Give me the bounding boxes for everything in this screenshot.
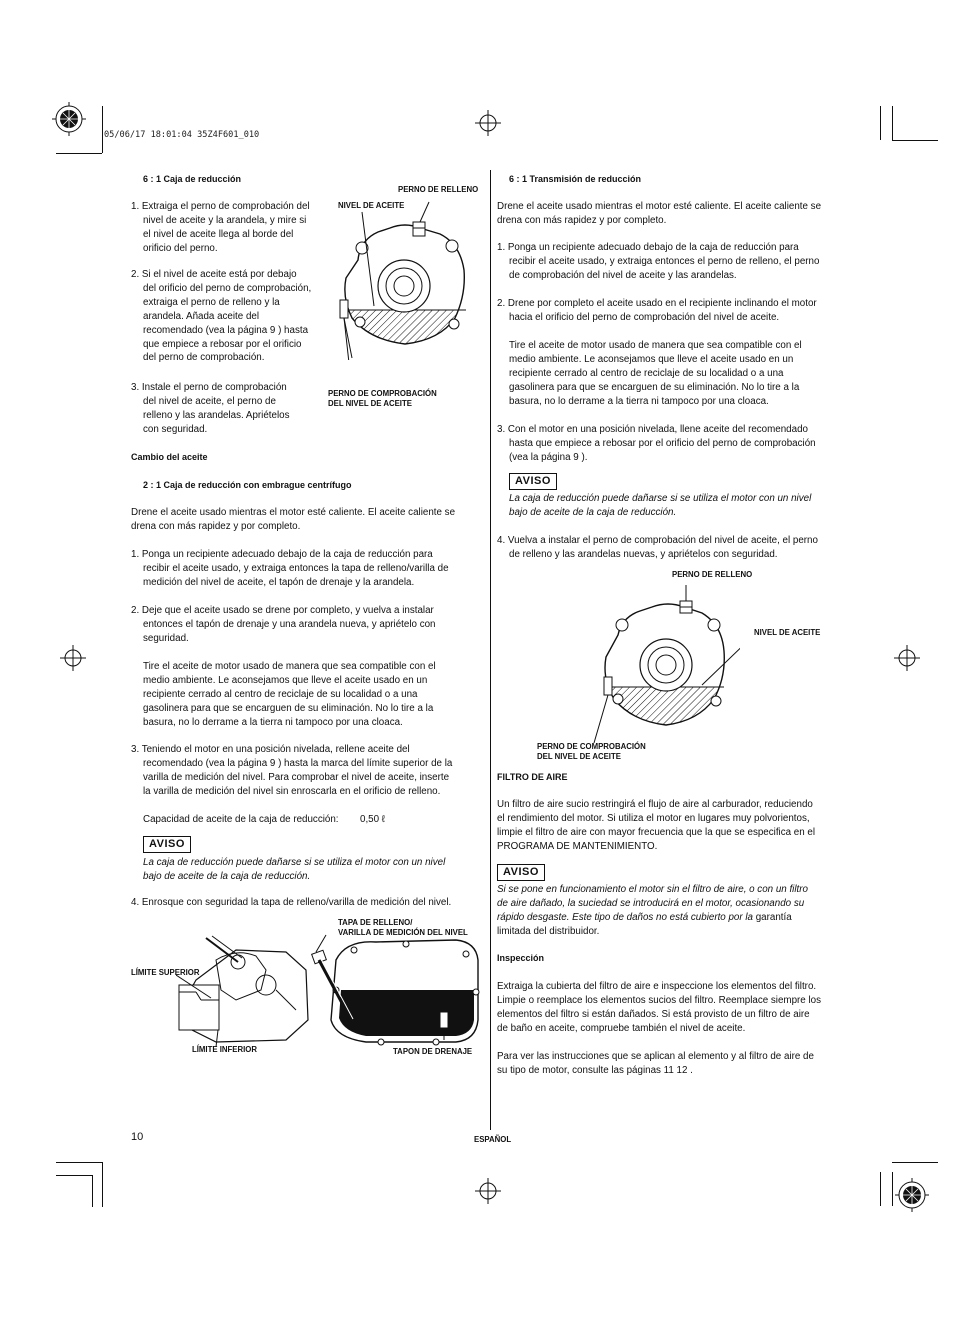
right-step-4: 4. Vuelva a instalar el perno de comprobación del nivel de aceite, el perno de relleno y las arandelas nuevas, y apriételos con seguridad. <box>497 535 818 560</box>
air-filter-intro: Un filtro de aire sucio restringirá el flujo de aire al carburador, reduciendo el rendimiento del motor. Si utiliza el motor en lugares muy polvorientos, limpie el filtro de aire con mayor frecuencia que la que se especifica en el PROGRAMA DE MANTENIMIENTO. <box>497 799 816 852</box>
section-heading-reduction-box: 6 : 1 Caja de reducción <box>143 174 242 184</box>
column-divider <box>490 170 491 1130</box>
aviso-air-filter-italic: Si se pone en funcionamiento el motor sin el filtro de aire, o con un filtro de aire dañado, la suciedad se introducirá en el motor, ocasionando su rápido desgaste. Este tipo de daños no está cubierto por la <box>497 884 808 923</box>
instructions-text: Para ver las instrucciones que se aplican al elemento y al filtro de aire de su tipo de motor, consulte las páginas 11 12 . <box>497 1051 814 1076</box>
crosshair-icon <box>475 110 501 136</box>
label-fill-bolt: PERNO DE RELLENO <box>398 185 479 194</box>
inspection-heading: Inspección <box>497 953 545 963</box>
drain-step-2: 2. Deje que el aceite usado se drene por completo, y vuelva a instalar entonces el tapón de drenaje y una arandela nueva, y apriételo con seguridad. <box>131 605 436 644</box>
language-footer: ESPAÑOL <box>474 1135 512 1144</box>
label-lower-limit: LÍMITE INFERIOR <box>192 1045 257 1054</box>
label-oil-level: NIVEL DE ACEITE <box>754 628 821 637</box>
crosshair-icon <box>60 645 86 671</box>
page-number: 10 <box>131 1131 144 1143</box>
aviso-text: La caja de reducción puede dañarse si se utiliza el motor con un nivel bajo de aceite de la caja de reducción. <box>509 493 812 518</box>
aviso-badge: AVISO <box>497 864 545 881</box>
label-check-bolt: PERNO DE COMPROBACIÓN DEL NIVEL DE ACEITE <box>328 389 437 408</box>
aviso-badge: AVISO <box>509 473 557 490</box>
label-upper-limit: LÍMITE SUPERIOR <box>131 968 200 977</box>
print-stamp: 05/06/17 18:01:04 35Z4F601_010 <box>104 130 260 140</box>
step-3-install: 3. Instale el perno de comprobación del nivel de aceite, el perno de relleno y las arandelas. Apriételos con seguridad. <box>131 382 290 435</box>
crosshair-icon <box>894 645 920 671</box>
label-oil-level: NIVEL DE ACEITE <box>338 201 405 210</box>
reduction-case-diagram <box>330 200 480 360</box>
drain-step-1: 1. Ponga un recipiente adecuado debajo de la caja de reducción para recibir el aceite usado, y extraiga entonces la tapa de relleno/varilla de medición del nivel de aceite, el tapón de drenaje y la arandela. <box>131 549 449 588</box>
aviso-badge: AVISO <box>143 836 191 853</box>
crosshair-icon <box>475 1178 501 1204</box>
registration-target-icon <box>52 102 86 136</box>
label-check-bolt: PERNO DE COMPROBACIÓN DEL NIVEL DE ACEITE <box>537 742 646 761</box>
section-heading-centrifugal: 2 : 1 Caja de reducción con embrague centrífugo <box>143 480 352 490</box>
aviso-air-filter-text <box>497 883 857 939</box>
capacity-value: 0,50 ℓ <box>360 814 385 825</box>
transmission-diagram <box>590 585 740 745</box>
capacity-label: Capacidad de aceite de la caja de reducción: <box>143 814 339 825</box>
environment-note: Tire el aceite de motor usado de manera que sea compatible con el medio ambiente. Le aconsejamos que lleve el aceite usado en un recipiente cerrado al centro de reciclaje de su localidad o a una gasolinera para que se encarguen de su eliminación. No lo tire a la basura, no lo derrame a la tierra ni tampoco por una cloaca. <box>143 661 436 728</box>
section-heading-transmission: 6 : 1 Transmisión de reducción <box>509 174 642 184</box>
inspection-text: Extraiga la cubierta del filtro de aire e inspeccione los elementos del filtro. Limpie o reemplace los elementos sucios del filtro. Reemplace siempre los elementos del filtro si están dañados. Si está provisto de un filtro de aire de baño en aceite, compruebe también el nivel de aceite. <box>497 981 821 1034</box>
registration-target-icon <box>895 1178 929 1212</box>
right-step-3: 3. Con el motor en una posición nivelada, llene aceite del recomendado hasta que empiece a rebosar por el orificio del perno de comprobación (vea la página 9 ). <box>497 424 816 463</box>
aviso-text: La caja de reducción puede dañarse si se utiliza el motor con un nivel bajo de aceite de la caja de reducción. <box>143 857 446 882</box>
drain-intro: Drene el aceite usado mientras el motor esté caliente. El aceite caliente se drena con más rapidez y por completo. <box>131 507 456 532</box>
aviso-air-filter-plain: garantía limitada del distribuidor. <box>497 911 792 937</box>
label-fill-bolt: PERNO DE RELLENO <box>672 570 753 579</box>
air-filter-heading: FILTRO DE AIRE <box>497 772 568 782</box>
drain-step-3: 3. Teniendo el motor en una posición nivelada, rellene aceite del recomendado (vea la página 9 ) hasta la marca del límite superior de la varilla de medición del nivel. Para comprobar el nivel de aceite, inserte la varilla de medición del nivel sin enroscarla en el orificio de relleno. <box>131 744 453 797</box>
step-1-check: 1. Extraiga el perno de comprobación del nivel de aceite y la arandela, y mire si el nivel de aceite llega al borde del orificio del perno. <box>131 201 310 254</box>
step-2-add-oil: 2. Si el nivel de aceite está por debajo del orificio del perno de comprobación, extraiga el perno de relleno y la arandela. Añada aceite del recomendado (vea la página 9 ) hasta que empiece a rebosar por el orificio del perno de comprobación. <box>131 269 312 364</box>
right-environment-note: Tire el aceite de motor usado de manera que sea compatible con el medio ambiente. Le aconsejamos que lleve el aceite usado en un recipiente cerrado al centro de reciclaje de su localidad o a una gasolinera para que se encarguen de su eliminación. No lo tire a la basura, no lo derrame a la tierra ni tampoco por una cloaca. <box>509 340 802 407</box>
right-intro: Drene el aceite usado mientras el motor esté caliente. El aceite caliente se drena con más rapidez y por completo. <box>497 201 822 226</box>
right-step-1: 1. Ponga un recipiente adecuado debajo de la caja de reducción para recibir el aceite usado, y extraiga entonces el perno de relleno, el perno de comprobación del nivel de aceite y las arandelas. <box>497 242 820 281</box>
dipstick-diagram <box>176 930 486 1055</box>
right-step-2: 2. Drene por completo el aceite usado en el recipiente inclinando el motor hacia el orificio del perno de comprobación del nivel de aceite. <box>497 298 817 323</box>
label-filler-cap: TAPA DE RELLENO/ VARILLA DE MEDICIÓN DEL NIVEL <box>338 918 468 937</box>
label-drain-plug: TAPON DE DRENAJE <box>393 1047 473 1056</box>
drain-step-4: 4. Enrosque con seguridad la tapa de relleno/varilla de medición del nivel. <box>131 897 452 908</box>
oil-change-heading: Cambio del aceite <box>131 452 208 462</box>
